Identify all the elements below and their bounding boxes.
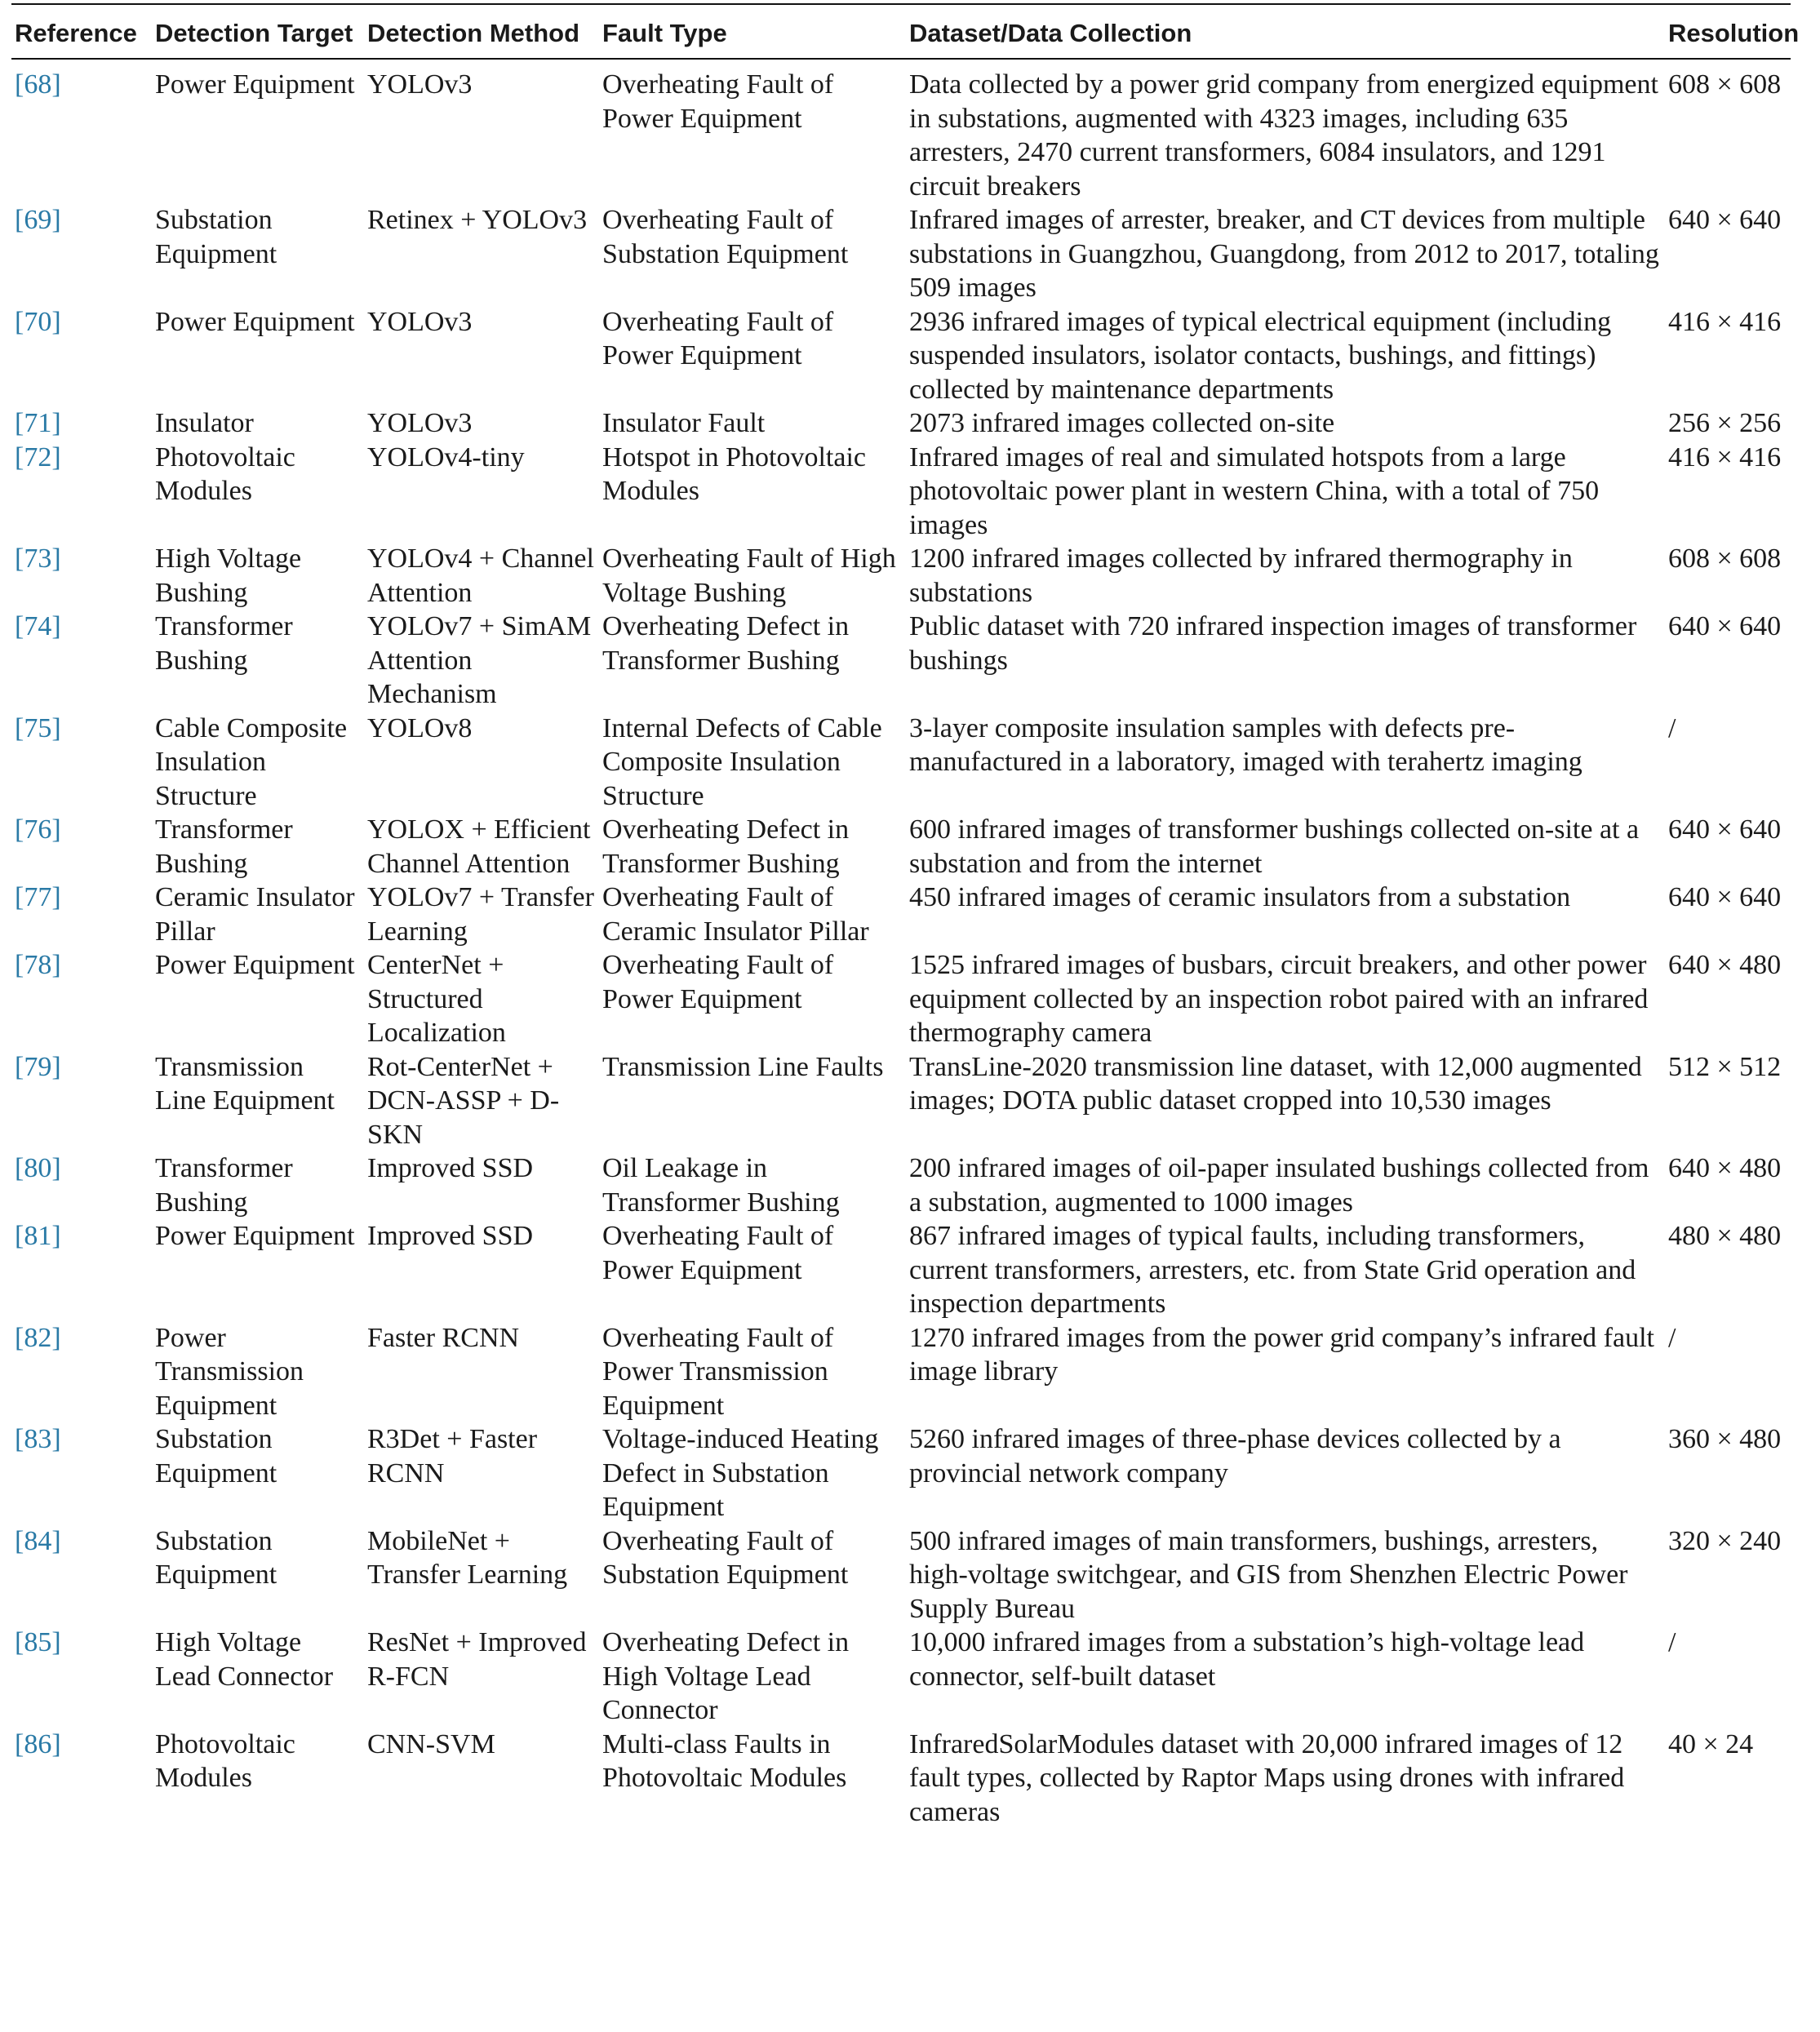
detection-target-cell: Power Equipment — [155, 1221, 355, 1251]
reference-link[interactable]: [70] — [15, 306, 61, 337]
dataset-cell: 1525 infrared images of busbars, circuit breakers, and other power equipment collected by an inspection robot paired with an infrared thermography camera — [909, 950, 1649, 1048]
detection-method-cell: YOLOX + Efficient Channel Attention — [367, 814, 591, 879]
table-row — [11, 881, 1791, 948]
dataset-cell: 10,000 infrared images from a substation’s high-voltage lead connector, self-built dataset — [909, 1627, 1585, 1692]
fault-type-cell: Voltage-induced Heating Defect in Substation Equipment — [602, 1424, 879, 1522]
table-row — [11, 441, 1791, 543]
detection-target-cell: Transformer Bushing — [155, 611, 293, 676]
resolution-cell: 608 × 608 — [1668, 543, 1782, 574]
reference-link[interactable]: [77] — [15, 882, 61, 912]
reference-link[interactable]: [69] — [15, 205, 61, 235]
detection-target-cell: Substation Equipment — [155, 205, 277, 269]
detection-method-cell: YOLOv4-tiny — [367, 441, 525, 473]
detection-method-cell: Improved SSD — [367, 1153, 534, 1183]
dataset-cell: 867 infrared images of typical faults, including transformers, current transformers, arresters, etc. from State Grid operation and inspection departments — [909, 1221, 1636, 1319]
detection-method-cell: R3Det + Faster RCNN — [367, 1424, 538, 1489]
detection-method-cell: Retinex + YOLOv3 — [367, 205, 588, 235]
dataset-cell: 5260 infrared images of three-phase devices collected by a provincial network company — [909, 1424, 1561, 1489]
resolution-cell: / — [1668, 1322, 1676, 1353]
dataset-cell: Infrared images of arrester, breaker, and CT devices from multiple substations in Guangzhou, Guangdong, from 2012 to 2017, totaling 509 images — [909, 205, 1659, 303]
table-body — [11, 59, 1791, 1829]
reference-link[interactable]: [73] — [15, 543, 61, 574]
table-row — [11, 1524, 1791, 1626]
detection-method-cell: YOLOv7 + Transfer Learning — [367, 882, 594, 947]
dataset-cell: 1270 infrared images from the power grid company’s infrared fault image library — [909, 1322, 1654, 1386]
resolution-cell: 40 × 24 — [1668, 1728, 1754, 1759]
dataset-cell: Infrared images of real and simulated hotspots from a large photovoltaic power plant in western China, with a total of 750 images — [909, 441, 1600, 540]
resolution-cell: / — [1668, 1627, 1676, 1657]
table-row — [11, 1321, 1791, 1423]
reference-link[interactable]: [86] — [15, 1728, 61, 1759]
header-dataset: Dataset/Data Collection — [909, 19, 1192, 47]
fault-type-cell: Hotspot in Photovoltaic Modules — [602, 441, 866, 506]
detection-target-cell: Transformer Bushing — [155, 814, 293, 879]
dataset-cell: 2073 infrared images collected on-site — [909, 408, 1335, 438]
resolution-cell: 608 × 608 — [1668, 69, 1782, 100]
resolution-cell: 640 × 480 — [1668, 950, 1782, 980]
detection-method-cell: ResNet + Improved R-FCN — [367, 1627, 587, 1692]
reference-link[interactable]: [84] — [15, 1525, 61, 1556]
table-row — [11, 305, 1791, 407]
detection-method-cell: CNN-SVM — [367, 1728, 495, 1759]
detection-target-cell: Transmission Line Equipment — [155, 1051, 335, 1116]
detection-method-cell: YOLOv7 + SimAM Attention Mechanism — [367, 611, 592, 709]
resolution-cell: 480 × 480 — [1668, 1221, 1782, 1251]
fault-type-cell: Overheating Defect in Transformer Bushing — [602, 611, 850, 676]
dataset-cell: Data collected by a power grid company from energized equipment in substations, augmented with 4323 images, including 635 arresters, 2470 current transformers, 6084 insulators, and 1291 circuit breakers — [909, 69, 1658, 202]
resolution-cell: 640 × 640 — [1668, 205, 1782, 235]
resolution-cell: 416 × 416 — [1668, 441, 1782, 473]
detection-target-cell: Photovoltaic Modules — [155, 1728, 295, 1793]
reference-link[interactable]: [74] — [15, 611, 61, 641]
dataset-cell: TransLine-2020 transmission line dataset, with 12,000 augmented images; DOTA public dataset cropped into 10,530 images — [909, 1051, 1642, 1116]
table-row — [11, 406, 1791, 441]
resolution-cell: 640 × 640 — [1668, 814, 1782, 845]
table-row — [11, 813, 1791, 881]
detection-target-cell: Substation Equipment — [155, 1424, 277, 1489]
table-row — [11, 59, 1791, 203]
detection-target-cell: Cable Composite Insulation Structure — [155, 712, 348, 811]
header-detection-target: Detection Target — [155, 19, 353, 47]
detection-target-cell: Substation Equipment — [155, 1525, 277, 1590]
table-row — [11, 712, 1791, 814]
detection-target-cell: Power Equipment — [155, 306, 355, 337]
detection-methods-table — [11, 3, 1800, 1829]
fault-type-cell: Overheating Fault of Substation Equipment — [602, 1525, 849, 1590]
dataset-cell: 1200 infrared images collected by infrared thermography in substations — [909, 543, 1573, 608]
fault-type-cell: Overheating Fault of Ceramic Insulator Pillar — [602, 882, 869, 947]
header-fault-type: Fault Type — [602, 19, 727, 47]
detection-target-cell: High Voltage Lead Connector — [155, 1627, 334, 1692]
dataset-cell: 600 infrared images of transformer bushings collected on-site at a substation and from the internet — [909, 814, 1640, 879]
resolution-cell: 256 × 256 — [1668, 408, 1782, 438]
detection-target-cell: Power Equipment — [155, 950, 355, 980]
fault-type-cell: Overheating Fault of Power Equipment — [602, 1221, 834, 1285]
fault-type-cell: Overheating Fault of Substation Equipment — [602, 205, 849, 269]
header-reference: Reference — [15, 19, 137, 47]
resolution-cell: 512 × 512 — [1668, 1051, 1782, 1082]
detection-target-cell: Transformer Bushing — [155, 1153, 293, 1218]
reference-link[interactable]: [72] — [15, 441, 61, 473]
reference-link[interactable]: [76] — [15, 814, 61, 845]
dataset-cell: 200 infrared images of oil-paper insulated bushings collected from a substation, augmented to 1000 images — [909, 1153, 1649, 1218]
header-row — [11, 4, 1791, 59]
table-row — [11, 1626, 1791, 1728]
detection-method-cell: MobileNet + Transfer Learning — [367, 1525, 568, 1590]
header-resolution: Resolution — [1668, 19, 1800, 47]
reference-link[interactable]: [83] — [15, 1424, 61, 1454]
reference-link[interactable]: [85] — [15, 1627, 61, 1657]
detection-target-cell: Power Equipment — [155, 69, 355, 100]
dataset-cell: 2936 infrared images of typical electrical equipment (including suspended insulators, isolator contacts, bushings, and fittings) collected by maintenance departments — [909, 306, 1612, 405]
fault-type-cell: Overheating Fault of Power Equipment — [602, 69, 834, 134]
detection-method-cell: YOLOv4 + Channel Attention — [367, 543, 594, 608]
fault-type-cell: Multi-class Faults in Photovoltaic Modules — [602, 1728, 847, 1793]
detection-method-cell: YOLOv3 — [367, 69, 473, 100]
table-row — [11, 1050, 1791, 1152]
fault-type-cell: Overheating Fault of Power Equipment — [602, 950, 834, 1014]
reference-link[interactable]: [75] — [15, 712, 61, 743]
table-row — [11, 948, 1791, 1050]
fault-type-cell: Overheating Fault of Power Equipment — [602, 306, 834, 370]
dataset-cell: Public dataset with 720 infrared inspection images of transformer bushings — [909, 611, 1637, 676]
detection-target-cell: Photovoltaic Modules — [155, 441, 295, 506]
table-row — [11, 1422, 1791, 1524]
reference-link[interactable]: [79] — [15, 1051, 61, 1082]
reference-link[interactable]: [82] — [15, 1322, 61, 1353]
resolution-cell: 640 × 640 — [1668, 611, 1782, 641]
fault-type-cell: Overheating Defect in High Voltage Lead Connector — [602, 1627, 850, 1725]
table-row — [11, 542, 1791, 610]
table-row — [11, 1219, 1791, 1321]
table-row — [11, 203, 1791, 305]
table-row — [11, 610, 1791, 712]
detection-method-cell: CenterNet + Structured Localization — [367, 950, 506, 1048]
resolution-cell: / — [1668, 712, 1676, 743]
resolution-cell: 416 × 416 — [1668, 306, 1782, 337]
fault-type-cell: Overheating Fault of Power Transmission Equipment — [602, 1322, 834, 1421]
resolution-cell: 640 × 640 — [1668, 882, 1782, 912]
header-detection-method: Detection Method — [367, 19, 580, 47]
detection-target-cell: Power Transmission Equipment — [155, 1322, 304, 1421]
survey-table-container — [11, 3, 1800, 1829]
table-row — [11, 1151, 1791, 1219]
fault-type-cell: Overheating Defect in Transformer Bushing — [602, 814, 850, 879]
detection-target-cell: Insulator — [155, 408, 254, 438]
table-row — [11, 1728, 1791, 1830]
detection-method-cell: Improved SSD — [367, 1221, 534, 1251]
fault-type-cell: Overheating Fault of High Voltage Bushing — [602, 543, 896, 608]
detection-target-cell: Ceramic Insulator Pillar — [155, 882, 355, 947]
detection-method-cell: Faster RCNN — [367, 1322, 520, 1353]
reference-link[interactable]: [78] — [15, 950, 61, 980]
fault-type-cell: Oil Leakage in Transformer Bushing — [602, 1153, 840, 1218]
reference-link[interactable]: [68] — [15, 69, 61, 100]
fault-type-cell: Insulator Fault — [602, 408, 766, 438]
dataset-cell: InfraredSolarModules dataset with 20,000 infrared images of 12 fault types, collected by Raptor Maps using drones with infrared cameras — [909, 1728, 1625, 1827]
detection-target-cell: High Voltage Bushing — [155, 543, 302, 608]
resolution-cell: 640 × 480 — [1668, 1153, 1782, 1183]
detection-method-cell: Rot-CenterNet + DCN-ASSP + D-SKN — [367, 1051, 560, 1150]
resolution-cell: 360 × 480 — [1668, 1424, 1782, 1454]
reference-link[interactable]: [80] — [15, 1153, 61, 1183]
table-header — [11, 4, 1800, 59]
dataset-cell: 500 infrared images of main transformers, bushings, arresters, high-voltage switchgear, and GIS from Shenzhen Electric Power Supply Bureau — [909, 1525, 1628, 1624]
detection-method-cell: YOLOv3 — [367, 408, 473, 438]
reference-link[interactable]: [81] — [15, 1221, 61, 1251]
fault-type-cell: Internal Defects of Cable Composite Insulation Structure — [602, 712, 882, 811]
reference-link[interactable]: [71] — [15, 408, 61, 438]
resolution-cell: 320 × 240 — [1668, 1525, 1782, 1556]
fault-type-cell: Transmission Line Faults — [602, 1051, 884, 1082]
detection-method-cell: YOLOv8 — [367, 712, 473, 743]
dataset-cell: 3-layer composite insulation samples with defects pre-manufactured in a laboratory, imaged with terahertz imaging — [909, 712, 1583, 777]
detection-method-cell: YOLOv3 — [367, 306, 473, 337]
dataset-cell: 450 infrared images of ceramic insulators from a substation — [909, 882, 1571, 912]
